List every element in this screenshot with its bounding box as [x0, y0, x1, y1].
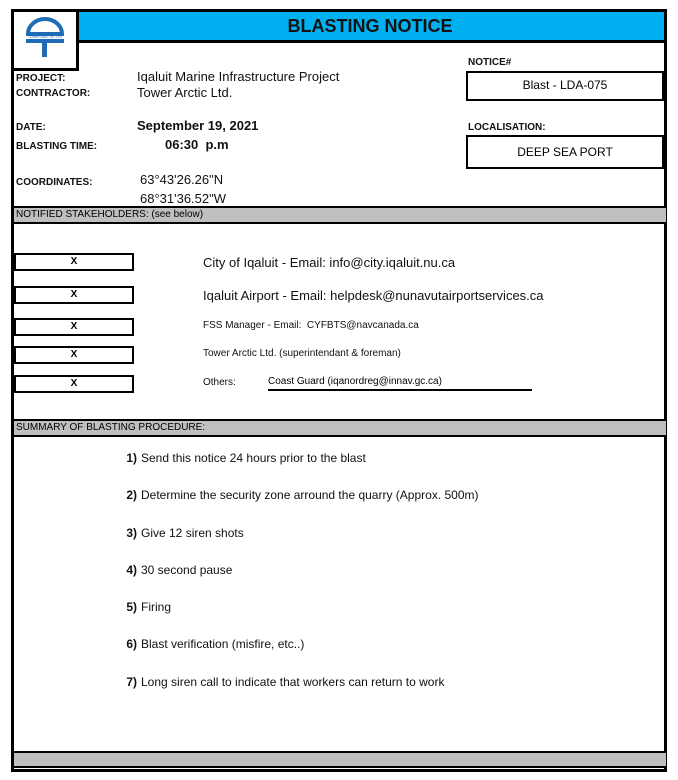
coordinates-lon: 68°31'36.52"W	[140, 191, 227, 206]
procedure-step	[120, 637, 304, 651]
step-number: 7)	[126, 675, 137, 689]
procedure-header: SUMMARY OF BLASTING PROCEDURE:	[14, 419, 666, 437]
coordinates-lat: 63°43'26.26"N	[140, 172, 224, 187]
coordinates-label: COORDINATES:	[16, 177, 93, 188]
localisation-field: DEEP SEA PORT	[466, 135, 664, 169]
contractor-label: CONTRACTOR:	[16, 88, 91, 99]
project-label: PROJECT:	[16, 73, 66, 84]
stakeholder-checkbox[interactable]: X	[14, 253, 134, 271]
notice-number-field: Blast - LDA-075	[466, 71, 664, 101]
step-text: 30 second pause	[141, 563, 233, 577]
stakeholder-text: Iqaluit Airport - Email: helpdesk@nunavutairportservices.ca	[203, 288, 544, 303]
procedure-step	[120, 600, 171, 614]
stakeholder-checkbox[interactable]: X	[14, 318, 134, 336]
procedure-step	[120, 675, 444, 689]
step-text: Send this notice 24 hours prior to the blast	[141, 451, 366, 465]
contractor-value: Tower Arctic Ltd.	[137, 85, 233, 100]
blasting-time-label: BLASTING TIME:	[16, 141, 98, 152]
stakeholder-checkbox[interactable]: X	[14, 286, 134, 304]
step-text: Long siren call to indicate that workers can return to work	[141, 675, 445, 689]
date-label: DATE:	[16, 122, 46, 133]
localisation-label: LOCALISATION:	[468, 122, 546, 133]
others-field[interactable]: Coast Guard (iqanordreg@innav.gc.ca)	[268, 376, 532, 391]
tower-arctic-logo	[11, 9, 79, 71]
step-number: 4)	[126, 563, 137, 577]
stakeholder-text: FSS Manager - Email: CYFBTS@navcanada.ca	[203, 320, 419, 331]
stakeholder-text: Tower Arctic Ltd. (superintendant & foreman)	[203, 348, 401, 359]
stakeholders-header: NOTIFIED STAKEHOLDERS: (see below)	[14, 206, 666, 224]
date-value: September 19, 2021	[137, 118, 259, 133]
step-text: Give 12 siren shots	[141, 526, 244, 540]
stakeholder-text: City of Iqaluit - Email: info@city.iqaluit.nu.ca	[203, 255, 456, 270]
step-number: 5)	[126, 600, 137, 614]
stakeholder-checkbox[interactable]: X	[14, 346, 134, 364]
step-text: Blast verification (misfire, etc..)	[141, 637, 305, 651]
step-number: 2)	[126, 488, 137, 502]
project-value: Iqaluit Marine Infrastructure Project	[137, 69, 340, 84]
procedure-step	[120, 488, 479, 502]
step-text: Firing	[141, 600, 172, 614]
svg-text:TOWER ARCTIC LTD: TOWER ARCTIC LTD	[27, 35, 63, 39]
page-title: BLASTING NOTICE	[76, 9, 667, 43]
step-number: 6)	[126, 637, 137, 651]
step-text: Determine the security zone arround the quarry (Approx. 500m)	[141, 488, 479, 502]
stakeholder-checkbox[interactable]: X	[14, 375, 134, 393]
stakeholder-text: Others:	[203, 377, 236, 388]
procedure-step	[120, 451, 366, 465]
step-number: 3)	[126, 526, 137, 540]
footer-bar	[14, 751, 666, 768]
step-number: 1)	[126, 451, 137, 465]
blasting-time-value: 06:30 p.m	[165, 137, 229, 152]
procedure-step	[120, 526, 244, 540]
notice-label: NOTICE#	[468, 57, 512, 68]
procedure-step	[120, 563, 232, 577]
